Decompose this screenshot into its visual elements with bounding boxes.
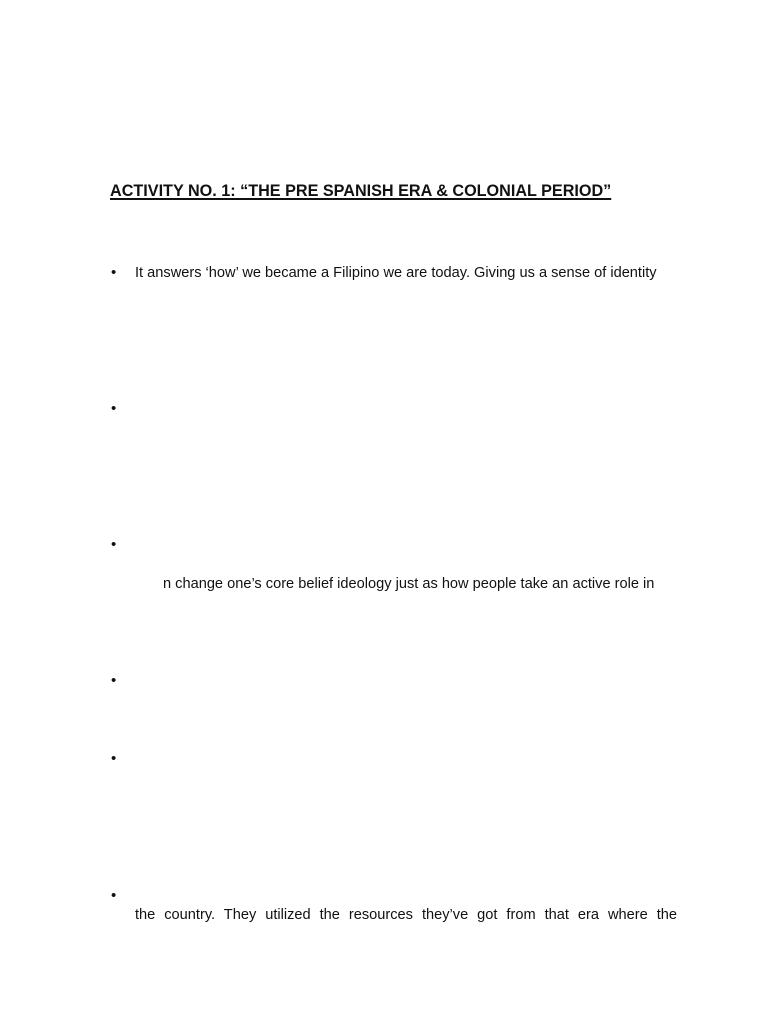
bullet-5: •	[111, 750, 117, 767]
bullet-3: •	[111, 536, 117, 553]
bullet-6: •	[111, 887, 117, 904]
bullet-2: •	[111, 400, 117, 417]
bullet-1: •	[111, 264, 117, 281]
bullet-4: •	[111, 672, 117, 689]
bullet-3-continuation-text: n change one’s core belief ideology just as how people take an active role in	[163, 576, 655, 592]
page-title: ACTIVITY NO. 1: “THE PRE SPANISH ERA & COLONIAL PERIOD”	[110, 182, 612, 200]
bullet-6-continuation-text: the country. They utilized the resources they’ve got from that era where the	[135, 907, 677, 923]
bullet-1-text: It answers ‘how’ we became a Filipino we are today. Giving us a sense of identity	[135, 265, 657, 281]
